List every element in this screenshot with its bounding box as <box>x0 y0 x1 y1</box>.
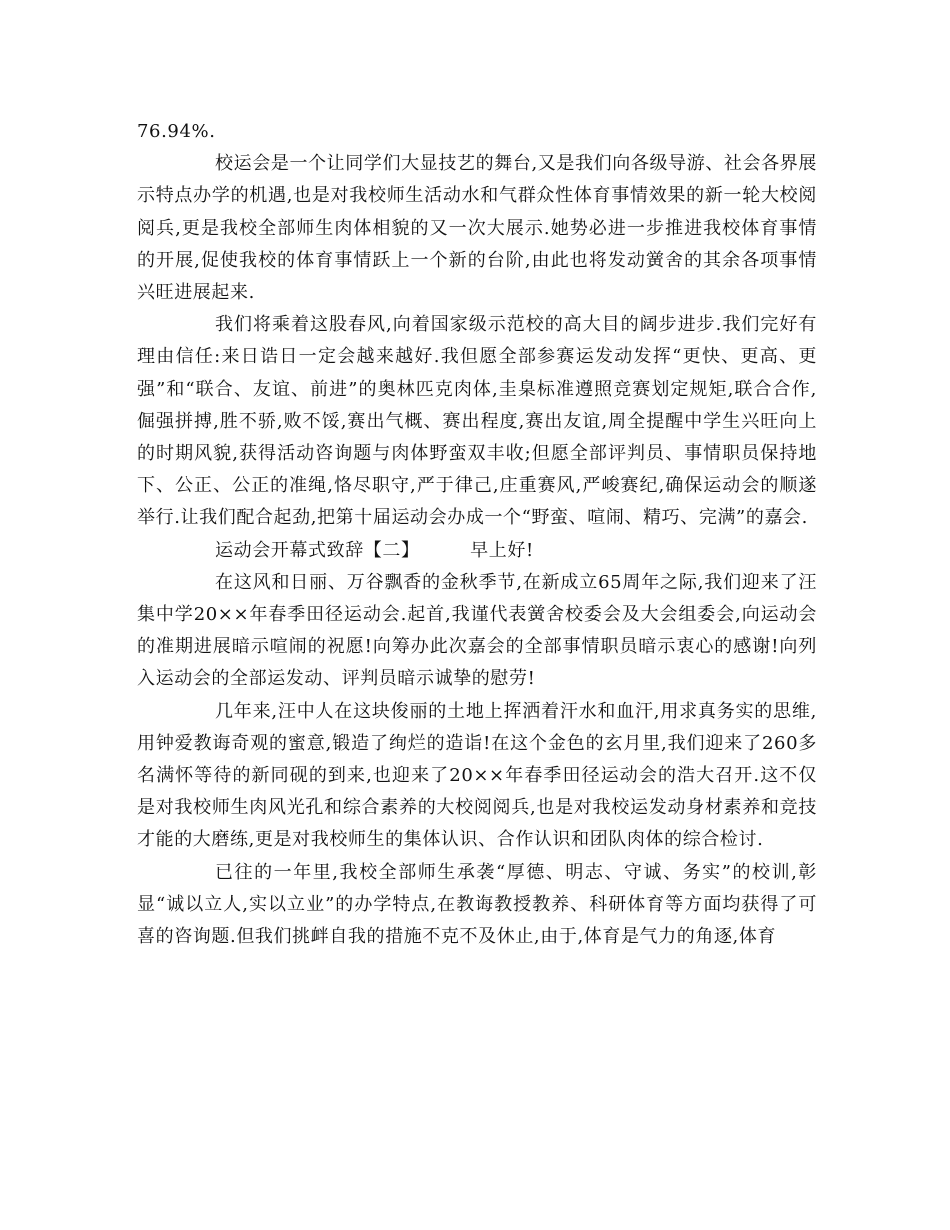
paragraph-golden-autumn: 在这风和日丽、万谷飘香的金秋季节,在新成立65周年之际,我们迎来了汪集中学20××年春季田径运动会.起首,我谨代表黉舍校委会及大会组委会,向运动会的准期进展暗示喧闹的祝愿!向筹办此次嘉会的全部事情职员暗示衷心的感谢!向列入运动会的全部运发动、评判员暗示诚挚的慰劳! <box>137 571 817 690</box>
document-body <box>137 116 817 953</box>
paragraph-continuation: 76.94%. <box>137 121 216 142</box>
paragraph-sports-meet-stage: 校运会是一个让同学们大显技艺的舞台,又是我们向各级导游、社会各界展示特点办学的机遇,也是对我校师生活动水和气群众性体育事情效果的新一轮大校阅阅兵,更是我校全部师生肉体相貌的又一次大展示.她势必进一步推进我校体育事情的开展,促使我校的体育事情跃上一个新的台阶,由此也将发动黉舍的其余各项事情兴旺进展起来. <box>137 153 817 304</box>
section-heading-speech-two: 运动会开幕式致辞【二】 早上好! <box>215 539 534 561</box>
paragraph-years-past: 几年来,汪中人在这块俊丽的土地上挥洒着汗水和血汗,用求真务实的思维,用钟爱教诲奇观的蜜意,锻造了绚烂的造诣!在这个金色的玄月里,我们迎来了260多名满怀等待的新同砚的到来,也迎来了20××年春季田径运动会的浩大召开.这不仅是对我校师生肉风光孔和综合素养的大校阅阅兵,也是对我校运发动身材素养和竞技才能的大磨练,更是对我校师生的集体认识、合作认识和团队肉体的综合检讨. <box>137 700 817 851</box>
paragraph-spring-breeze: 我们将乘着这股春风,向着国家级示范校的高大目的阔步进步.我们完好有理由信任:来日诰日一定会越来越好.我但愿全部参赛运发动发挥“更快、更高、更强”和“联合、友谊、前进”的奥林匹克肉体,圭臬标准遵照竞赛划定规矩,联合合作,倔强拼搏,胜不骄,败不馁,赛出气概、赛出程度,赛出友谊,周全提醒中学生兴旺向上的时期风貌,获得活动咨询题与肉体野蛮双丰收;但愿全部评判员、事情职员保持地下、公正、公正的准绳,恪尽职守,严于律己,庄重赛风,严峻赛纪,确保运动会的顺遂举行.让我们配合起劲,把第十届运动会办成一个“野蛮、喧闹、精巧、完满”的嘉会. <box>137 314 817 529</box>
paragraph-past-year: 已往的一年里,我校全部师生承袭“厚德、明志、守诚、务实”的校训,彰显“诚以立人,实以立业”的办学特点,在教诲教授教养、科研体育等方面均获得了可喜的咨询题.但我们挑衅自我的措施不克不及休止,由于,体育是气力的角逐,体育 <box>137 861 817 948</box>
